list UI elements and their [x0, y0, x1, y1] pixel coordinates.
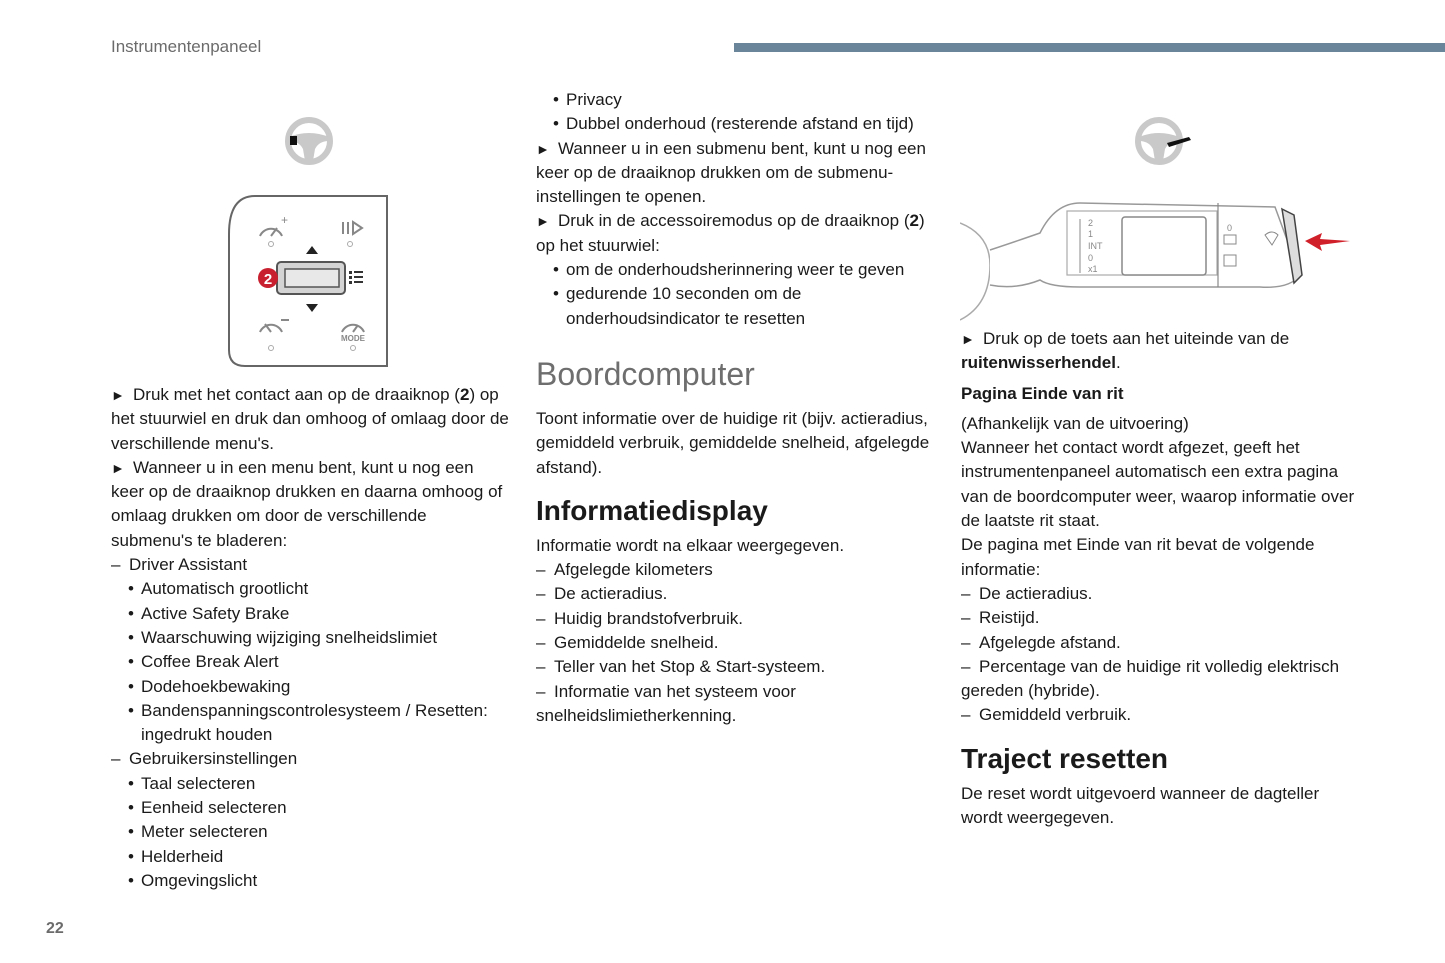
list-item: • Bandenspanningscontrolesysteem / Resetten: ingedrukt houden	[128, 700, 488, 745]
list-item: • Privacy	[553, 90, 622, 109]
svg-text:2: 2	[1088, 218, 1094, 228]
list-item: – Afgelegde afstand.	[961, 632, 1121, 652]
list-item: – Huidig brandstofverbruik.	[536, 608, 743, 628]
column-2	[536, 88, 936, 728]
steering-wheel-left-icon	[283, 117, 335, 165]
body-text: De reset wordt uitgevoerd wanneer de dagteller wordt weergegeven.	[961, 783, 1320, 828]
body-text: Wanneer het contact wordt afgezet, geeft het instrumentenpaneel automatisch een extra pagina van de boordcomputer weer, waarop informatie over de laatste rit staat.	[961, 438, 1355, 531]
steering-wheel-right-icon	[1133, 117, 1195, 165]
page-number: 22	[46, 920, 64, 937]
list-item: • Dodehoekbewaking	[128, 676, 291, 696]
list-item: • Taal selecteren	[128, 773, 256, 793]
callout-badge: 2	[263, 271, 273, 288]
header-bar	[734, 43, 1445, 52]
list-item: • Waarschuwing wijziging snelheidslimiet	[128, 627, 438, 647]
svg-text:+: +	[281, 213, 289, 227]
section-heading-boordcomputer: Boordcomputer	[536, 355, 755, 392]
red-arrow-icon	[1305, 233, 1350, 251]
body-text: Toont informatie over de huidige rit (bijv. actieradius, gemiddeld verbruik, gemiddelde snelheid, afgelegde afstand).	[536, 408, 930, 477]
triangle-bullet-icon: ►	[111, 459, 125, 476]
instruction-paragraph: ► Wanneer u in een menu bent, kunt u nog een keer op de draaiknop drukken en daarna omhoog of omlaag drukken om door de verschillende submenu's te bladeren:	[111, 457, 503, 550]
svg-text:INT: INT	[1088, 241, 1103, 251]
list-item: – De actieradius.	[536, 584, 668, 604]
list-item: – Teller van het Stop & Start-systeem.	[536, 657, 826, 677]
body-text: De pagina met Einde van rit bevat de volgende informatie:	[961, 535, 1315, 579]
list-item: • Dubbel onderhoud (resterende afstand en tijd)	[553, 114, 914, 134]
column-3	[961, 327, 1361, 830]
triangle-bullet-icon: ►	[111, 387, 125, 403]
list-item: • Meter selecteren	[128, 822, 268, 842]
instruction-paragraph: ► Druk met het contact aan op de draaiknop (2) op het stuurwiel en druk dan omhoog of omlaag door de verschillende menu's.	[111, 385, 509, 453]
triangle-bullet-icon: ►	[536, 213, 550, 230]
triangle-bullet-icon: ►	[961, 331, 975, 347]
list-item: – Percentage van de huidige rit volledig elektrisch gereden (hybride).	[961, 656, 1340, 701]
list-group-heading: – Gebruikersinstellingen	[111, 749, 298, 769]
body-text: (Afhankelijk van de uitvoering)	[961, 413, 1189, 433]
control-pad-diagram	[225, 194, 390, 370]
page-header-title: Instrumentenpaneel	[111, 37, 262, 56]
list-item: • Active Safety Brake	[128, 603, 290, 623]
svg-text:1: 1	[1088, 229, 1094, 239]
instruction-paragraph: ► Wanneer u in een submenu bent, kunt u nog een keer op de draaiknop drukken om de submenu-instellingen te openen.	[536, 138, 926, 207]
list-item: • Omgevingslicht	[128, 870, 258, 890]
list-item: – De actieradius.	[961, 583, 1093, 603]
section-heading-informatiedisplay: Informatiedisplay	[536, 494, 768, 526]
body-text: Informatie wordt na elkaar weergegeven.	[536, 535, 845, 555]
list-item: – Informatie van het systeem voor snelheidslimietherkenning.	[536, 681, 796, 725]
list-item: • om de onderhoudsherinnering weer te geven	[553, 260, 905, 280]
subheading-pagina-einde-van-rit: Pagina Einde van rit	[961, 383, 1124, 403]
svg-text:x1: x1	[1088, 264, 1098, 274]
list-item: • Eenheid selecteren	[128, 798, 287, 818]
instruction-paragraph: ► Druk in de accessoiremodus op de draaiknop (2) op het stuurwiel:	[536, 211, 925, 255]
svg-text:0: 0	[1088, 253, 1094, 263]
list-item: – Gemiddeld verbruik.	[961, 705, 1132, 725]
list-item: • Automatisch grootlicht	[128, 579, 309, 599]
list-item: • Coffee Break Alert	[128, 652, 279, 672]
triangle-bullet-icon: ►	[536, 140, 550, 157]
list-item: • gedurende 10 seconden om de onderhoudsindicator te resetten	[553, 284, 806, 328]
section-heading-traject-resetten: Traject resetten	[961, 742, 1168, 774]
column-1	[111, 383, 511, 893]
list-item: – Afgelegde kilometers	[536, 560, 713, 580]
list-item: – Reistijd.	[961, 608, 1040, 628]
instruction-paragraph: ► Druk op de toets aan het uiteinde van de ruitenwisserhendel.	[961, 329, 1290, 373]
wiper-stalk-diagram	[960, 195, 1355, 325]
list-item: – Gemiddelde snelheid.	[536, 633, 719, 653]
mode-label: MODE	[341, 334, 365, 343]
svg-text:0: 0	[1227, 223, 1233, 233]
list-item: • Helderheid	[128, 846, 224, 866]
list-group-heading: – Driver Assistant	[111, 555, 248, 575]
